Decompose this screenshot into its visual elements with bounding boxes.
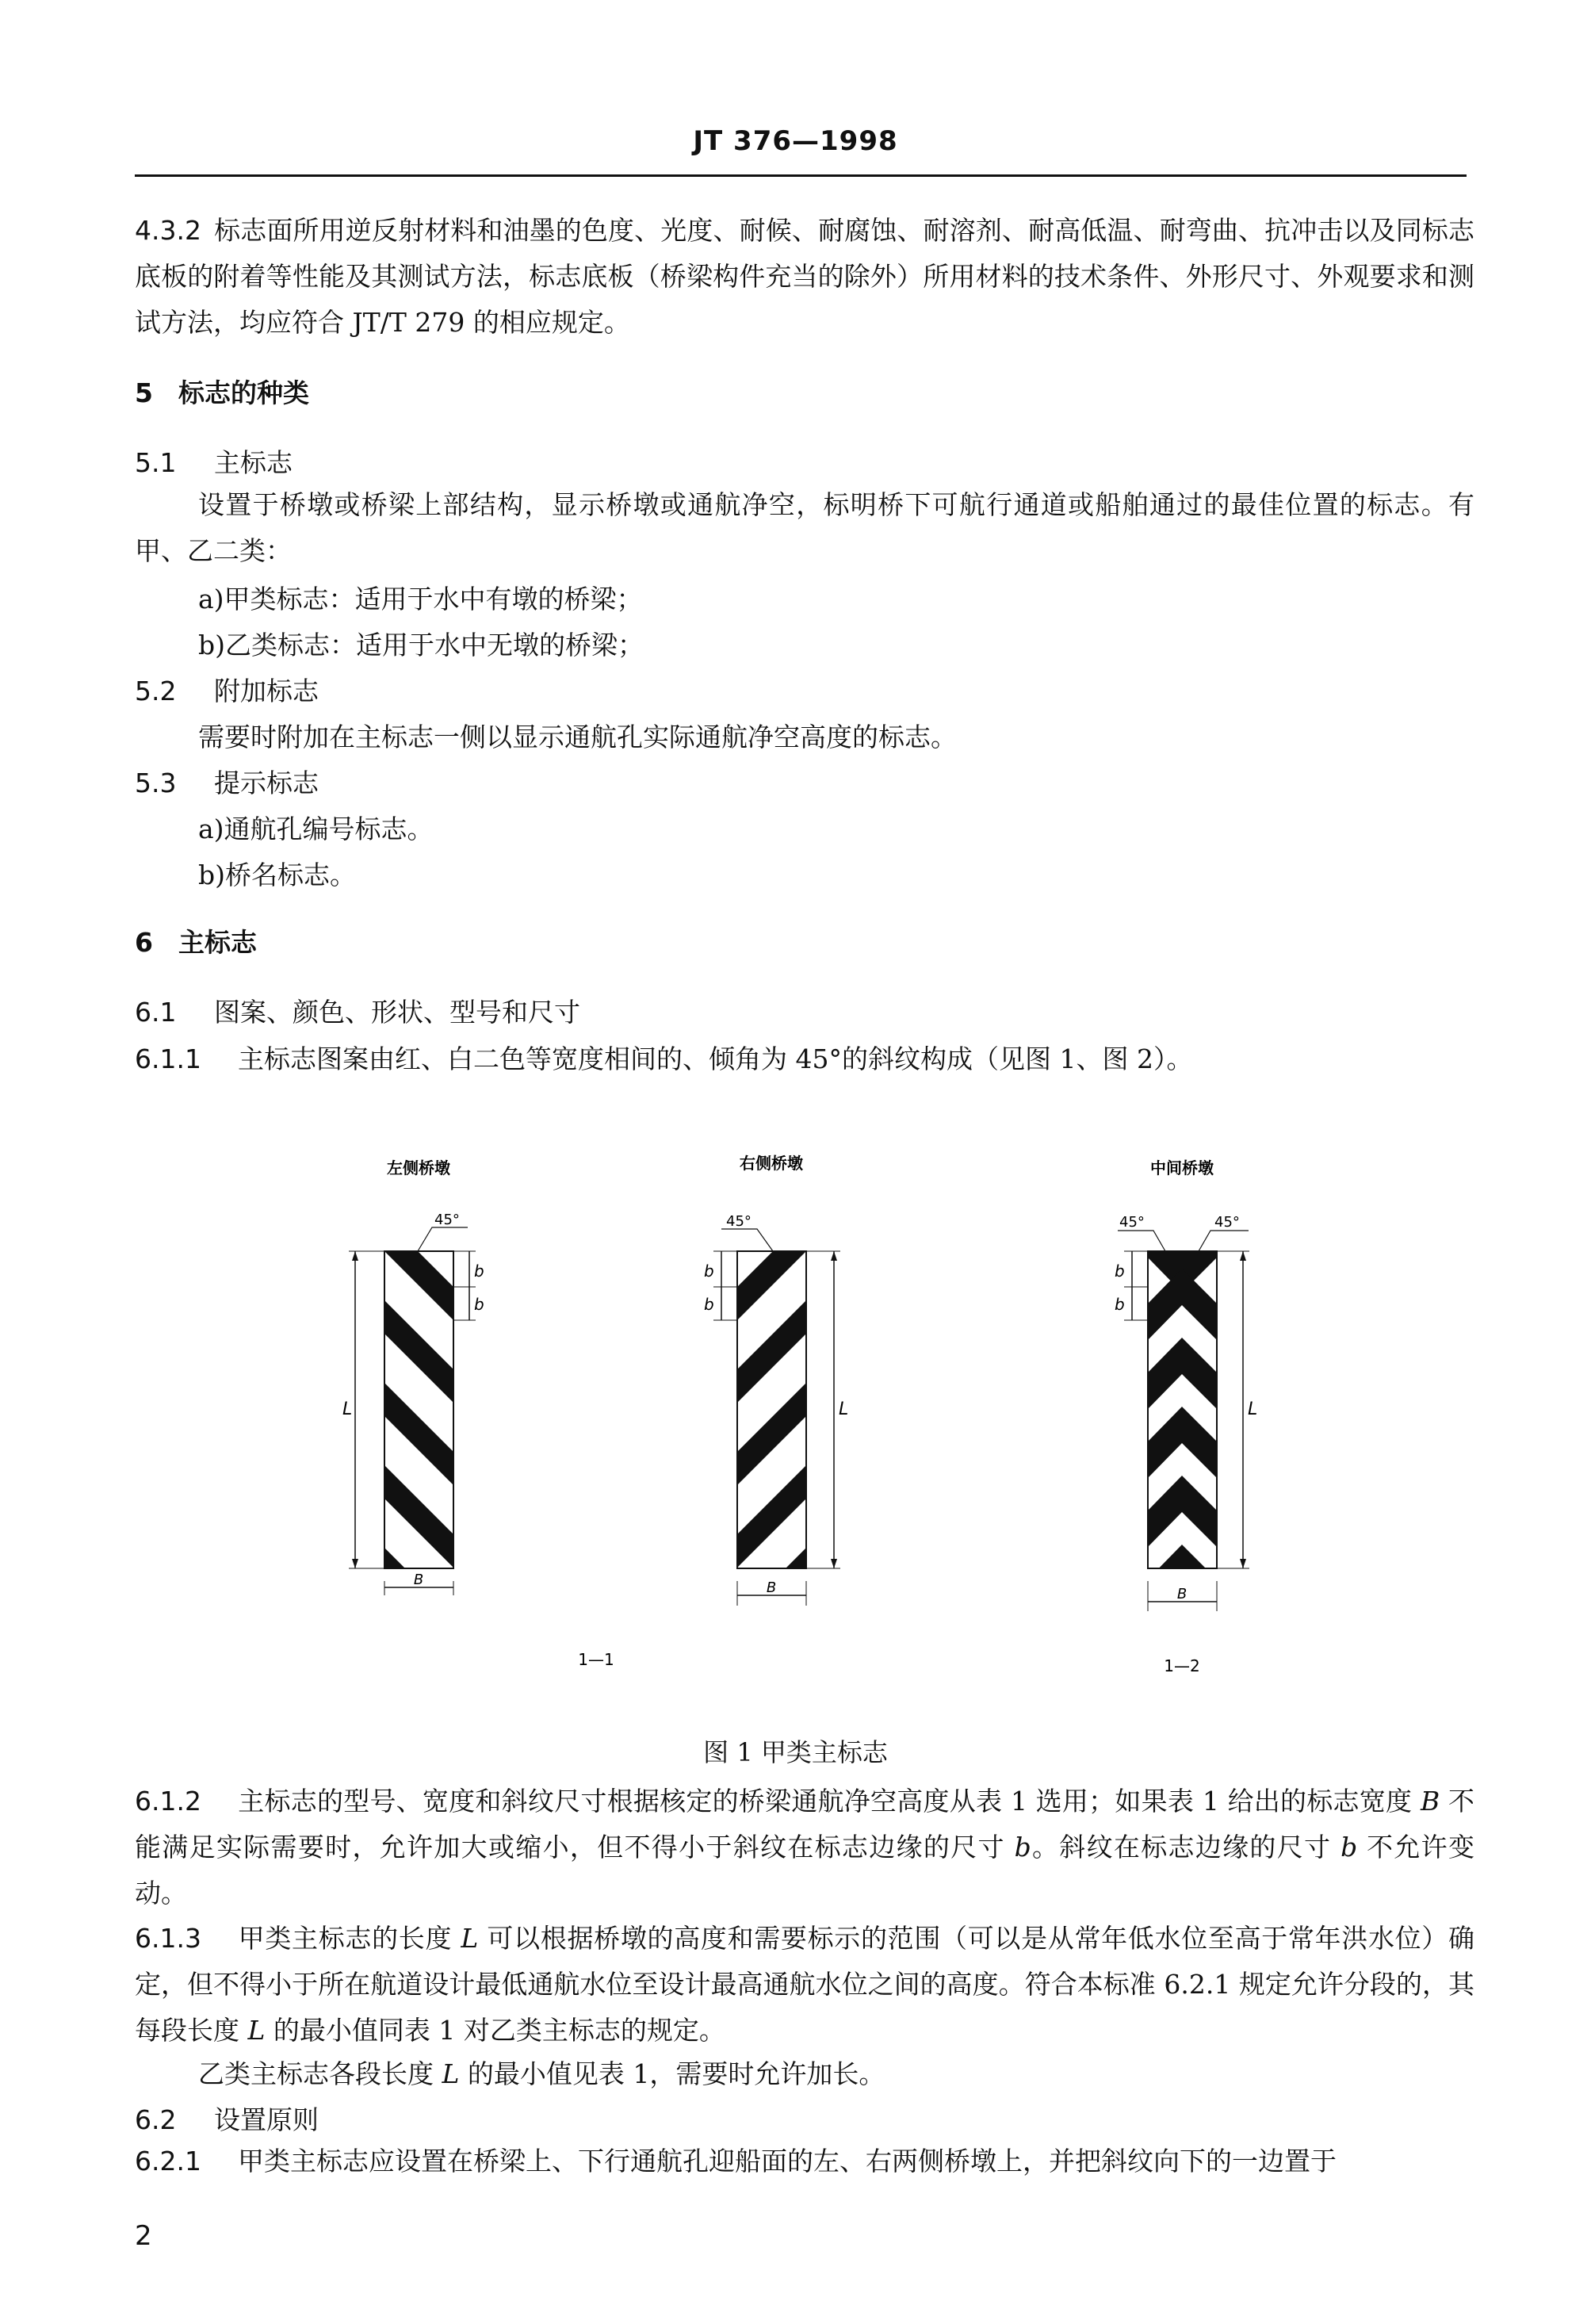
section-6-heading: 6 主标志 — [135, 927, 257, 958]
figure-1-diagram — [0, 1110, 1591, 1713]
section-5-1-text: 设置于桥墩或桥梁上部结构，显示桥墩或通航净空，标明桥下可航行通道或船舶通过的最佳位置的标志。有甲、乙二类： — [135, 489, 1474, 566]
sub-label-1-2: 1—2 — [1164, 1656, 1200, 1675]
page-number: 2 — [135, 2220, 152, 2252]
dim-b-left-1: b — [474, 1262, 484, 1281]
figure-title-left: 左侧桥墩 — [387, 1158, 450, 1177]
sign-left-pier — [384, 1251, 453, 1650]
sign-middle-pier — [1148, 1251, 1217, 1618]
list-item: b)乙类标志：适用于水中无墩的桥梁； — [198, 630, 644, 660]
figure-title-right: 右侧桥墩 — [740, 1154, 803, 1173]
sub-label-1-1: 1—1 — [578, 1650, 614, 1669]
section-5-2-text: 需要时附加在主标志一侧以显示通航孔实际通航净空高度的标志。 — [198, 722, 957, 752]
section-4-3-2 — [135, 208, 1474, 346]
section-5-2-heading: 5.2 附加标志 — [135, 676, 319, 706]
dim-b-right-2: b — [704, 1295, 714, 1314]
dim-b-left-2: b — [474, 1295, 484, 1314]
section-5-1-heading: 5.1 主标志 — [135, 447, 293, 478]
section-6-1-1: 6.1.1 主标志图案由红、白二色等宽度相间的、倾角为 45°的斜纹构成（见图 1、图 2）。 — [135, 1043, 1193, 1074]
dim-L-right: L — [839, 1399, 849, 1419]
dim-b-right-1: b — [704, 1262, 714, 1281]
figure-title-middle: 中间桥墩 — [1150, 1158, 1214, 1177]
angle-label-right: 45° — [726, 1213, 752, 1230]
section-6-1-3: 6.1.3 甲类主标志的长度 L 可以根据桥墩的高度和需要标示的范围（可以是从常年低水位至高于常年洪水位）确定，但不得小于所在航道设计最低通航水位至设计最高通航水位之间的高度。符合本标准 6.2.1 规定允许分段的，其每段长度 L 的最小值同表 1 对乙类主标志的规定。 — [135, 1923, 1474, 2046]
dim-L-middle: L — [1248, 1399, 1258, 1419]
dim-B-right: B — [766, 1579, 777, 1596]
section-5-3-heading: 5.3 提示标志 — [135, 768, 319, 798]
header-rule — [135, 174, 1467, 177]
dim-b-middle-2: b — [1115, 1295, 1125, 1314]
figure-1-caption: 图 1 甲类主标志 — [703, 1737, 888, 1767]
list-item: a)通航孔编号标志。 — [198, 814, 434, 844]
section-6-1-3-paragraph-2: 乙类主标志各段长度 L 的最小值见表 1，需要时允许加长。 — [198, 2058, 885, 2089]
section-6-2-1: 6.2.1 甲类主标志应设置在桥梁上、下行通航孔迎船面的左、右两侧桥墩上，并把斜纹向下的一边置于 — [135, 2146, 1337, 2177]
angle-label-left: 45° — [434, 1212, 460, 1228]
list-item: b)桥名标志。 — [198, 860, 356, 890]
document-code-header: JT 376—1998 — [693, 125, 898, 157]
angle-label-middle-right: 45° — [1214, 1214, 1240, 1231]
list-item: a)甲类标志：适用于水中有墩的桥梁； — [198, 584, 643, 615]
section-6-1-2: 6.1.2 主标志的型号、宽度和斜纹尺寸根据核定的桥梁通航净空高度从表 1 选用；如果表 1 给出的标志宽度 B 不能满足实际需要时，允许加大或缩小，但不得小于斜纹在标志边缘的尺寸 b。斜纹在标志边缘的尺寸 b 不允许变动。 — [135, 1786, 1474, 1909]
section-number: 4.3.2 — [135, 215, 201, 246]
section-5-heading: 5 标志的种类 — [135, 377, 309, 408]
dim-B-left: B — [413, 1572, 424, 1588]
dim-B-middle: B — [1176, 1586, 1188, 1602]
angle-label-middle-left: 45° — [1119, 1214, 1145, 1231]
dim-L-left: L — [342, 1399, 353, 1419]
section-6-1-heading: 6.1 图案、颜色、形状、型号和尺寸 — [135, 997, 580, 1028]
section-6-2-heading: 6.2 设置原则 — [135, 2104, 319, 2135]
dim-b-middle-1: b — [1115, 1262, 1125, 1281]
section-text: 标志面所用逆反射材料和油墨的色度、光度、耐候、耐腐蚀、耐溶剂、耐高低温、耐弯曲、抗冲击以及同标志底板的附着等性能及其测试方法，标志底板（桥梁构件充当的除外）所用材料的技术条件、外形尺寸、外观要求和测试方法，均应符合 JT/T 279 的相应规定。 — [135, 215, 1474, 338]
